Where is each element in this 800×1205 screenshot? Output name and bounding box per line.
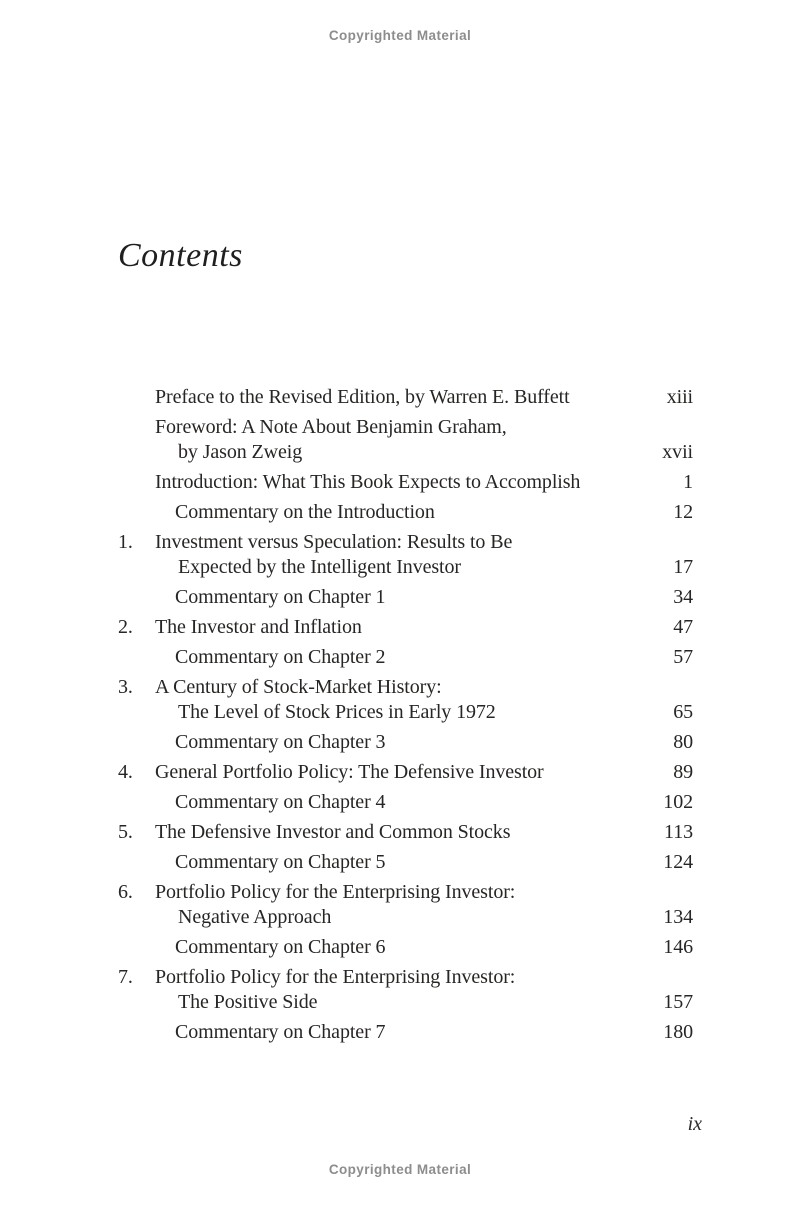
toc-entry-page: 89 (673, 761, 693, 783)
toc-row (118, 850, 693, 875)
toc-entry-title (155, 645, 665, 670)
toc-entry-line2: The Level of Stock Prices in Early 1972 (178, 701, 496, 723)
toc-row (118, 500, 693, 525)
toc-entry-number (118, 730, 155, 755)
toc-row (118, 760, 693, 785)
toc-entry-title (155, 415, 654, 465)
toc-entry-line1: Preface to the Revised Edition, by Warren E. Buffett (155, 386, 570, 408)
toc-entry-line2: Negative Approach (178, 906, 332, 928)
toc-row (118, 820, 693, 845)
toc-entry-number (118, 850, 155, 875)
toc-row (118, 645, 693, 670)
toc-entry-line2: The Positive Side (178, 991, 318, 1013)
toc-row (118, 935, 693, 960)
toc-entry-page: 1 (683, 471, 693, 493)
toc-entry-number (118, 585, 155, 610)
page-title: Contents (118, 237, 243, 274)
toc-entry-page: 134 (663, 906, 693, 928)
toc-entry-number (118, 790, 155, 815)
toc-entry-line1: Introduction: What This Book Expects to Accomplish (155, 471, 581, 493)
toc-entry-number (118, 935, 155, 960)
toc-entry-number (118, 415, 155, 465)
toc-entry-line1: The Defensive Investor and Common Stocks (155, 821, 511, 843)
toc-entry-line1: Commentary on Chapter 5 (175, 851, 386, 873)
toc-entry-number (118, 500, 155, 525)
toc-row (118, 790, 693, 815)
toc-entry-page: 57 (673, 646, 693, 668)
toc-entry-title (155, 615, 665, 640)
toc-row (118, 530, 693, 580)
toc-row (118, 415, 693, 465)
toc-row (118, 615, 693, 640)
toc-entry-line1: Commentary on Chapter 7 (175, 1021, 386, 1043)
toc-entry-line2: by Jason Zweig (178, 441, 303, 463)
toc-row (118, 675, 693, 725)
copyright-banner-top: Copyrighted Material (328, 28, 472, 43)
toc-entry-page: xvii (662, 441, 693, 463)
toc-entry-line1: Commentary on Chapter 3 (175, 731, 386, 753)
toc-entry-title (155, 470, 675, 495)
toc-entry-line1: Commentary on Chapter 6 (175, 936, 386, 958)
toc-row (118, 965, 693, 1015)
toc-entry-number: 1. (118, 531, 133, 553)
toc-row (118, 385, 693, 410)
toc-entry-title (155, 500, 665, 525)
toc-entry-title (155, 585, 665, 610)
toc-entry-page: 17 (673, 556, 693, 578)
toc-row (118, 585, 693, 610)
toc-entry-title (155, 850, 655, 875)
toc-entry-number (118, 470, 155, 495)
toc-entry-page: 12 (673, 501, 693, 523)
toc-entry-number: 4. (118, 761, 133, 783)
toc-entry-page: 157 (663, 991, 693, 1013)
toc-entry-line1: Portfolio Policy for the Enterprising Investor: (155, 966, 516, 988)
toc-entry-title (155, 880, 655, 930)
toc-entry-page: 180 (663, 1021, 693, 1043)
toc-entry-line1: Foreword: A Note About Benjamin Graham, (155, 416, 507, 438)
toc-entry-title (155, 760, 665, 785)
toc-entry-line1: Portfolio Policy for the Enterprising Investor: (155, 881, 516, 903)
toc-row (118, 1020, 693, 1045)
toc-entry-page: xiii (666, 386, 693, 408)
toc-entry-title (155, 1020, 655, 1045)
toc-row (118, 880, 693, 930)
toc-entry-number: 2. (118, 616, 133, 638)
toc-entry-number: 6. (118, 881, 133, 903)
toc-row (118, 470, 693, 495)
toc-entry-line1: Commentary on the Introduction (175, 501, 435, 523)
toc-entry-line1: General Portfolio Policy: The Defensive Investor (155, 761, 544, 783)
toc-entry-title (155, 730, 665, 755)
toc-list (118, 385, 693, 1045)
toc-entry-line2: Expected by the Intelligent Investor (178, 556, 461, 578)
toc-entry-number (118, 385, 155, 410)
toc-entry-page: 65 (673, 701, 693, 723)
toc-entry-page: 113 (664, 821, 693, 843)
toc-entry-line1: Commentary on Chapter 4 (175, 791, 386, 813)
toc-entry-line1: The Investor and Inflation (155, 616, 362, 638)
toc-entry-number (118, 645, 155, 670)
toc-entry-page: 47 (673, 616, 693, 638)
toc-entry-title (155, 935, 655, 960)
toc-entry-number: 5. (118, 821, 133, 843)
toc-entry-page: 34 (673, 586, 693, 608)
toc-entry-line1: Investment versus Speculation: Results to Be (155, 531, 513, 553)
toc-row (118, 730, 693, 755)
toc-entry-number (118, 1020, 155, 1045)
toc-entry-page: 146 (663, 936, 693, 958)
toc-entry-title (155, 965, 655, 1015)
toc-entry-line1: Commentary on Chapter 1 (175, 586, 386, 608)
toc-entry-title (155, 675, 665, 725)
toc-entry-number: 7. (118, 966, 133, 988)
toc-entry-title (155, 385, 659, 410)
copyright-banner-bottom: Copyrighted Material (328, 1162, 472, 1177)
toc-entry-line1: A Century of Stock-Market History: (155, 676, 442, 698)
toc-entry-title (155, 820, 656, 845)
folio-page-number: ix (687, 1113, 702, 1135)
toc-entry-page: 102 (663, 791, 693, 813)
toc-entry-page: 124 (663, 851, 693, 873)
toc-entry-number: 3. (118, 676, 133, 698)
toc-entry-title (155, 790, 655, 815)
toc-entry-line1: Commentary on Chapter 2 (175, 646, 386, 668)
toc-entry-page: 80 (673, 731, 693, 753)
toc-entry-title (155, 530, 665, 580)
